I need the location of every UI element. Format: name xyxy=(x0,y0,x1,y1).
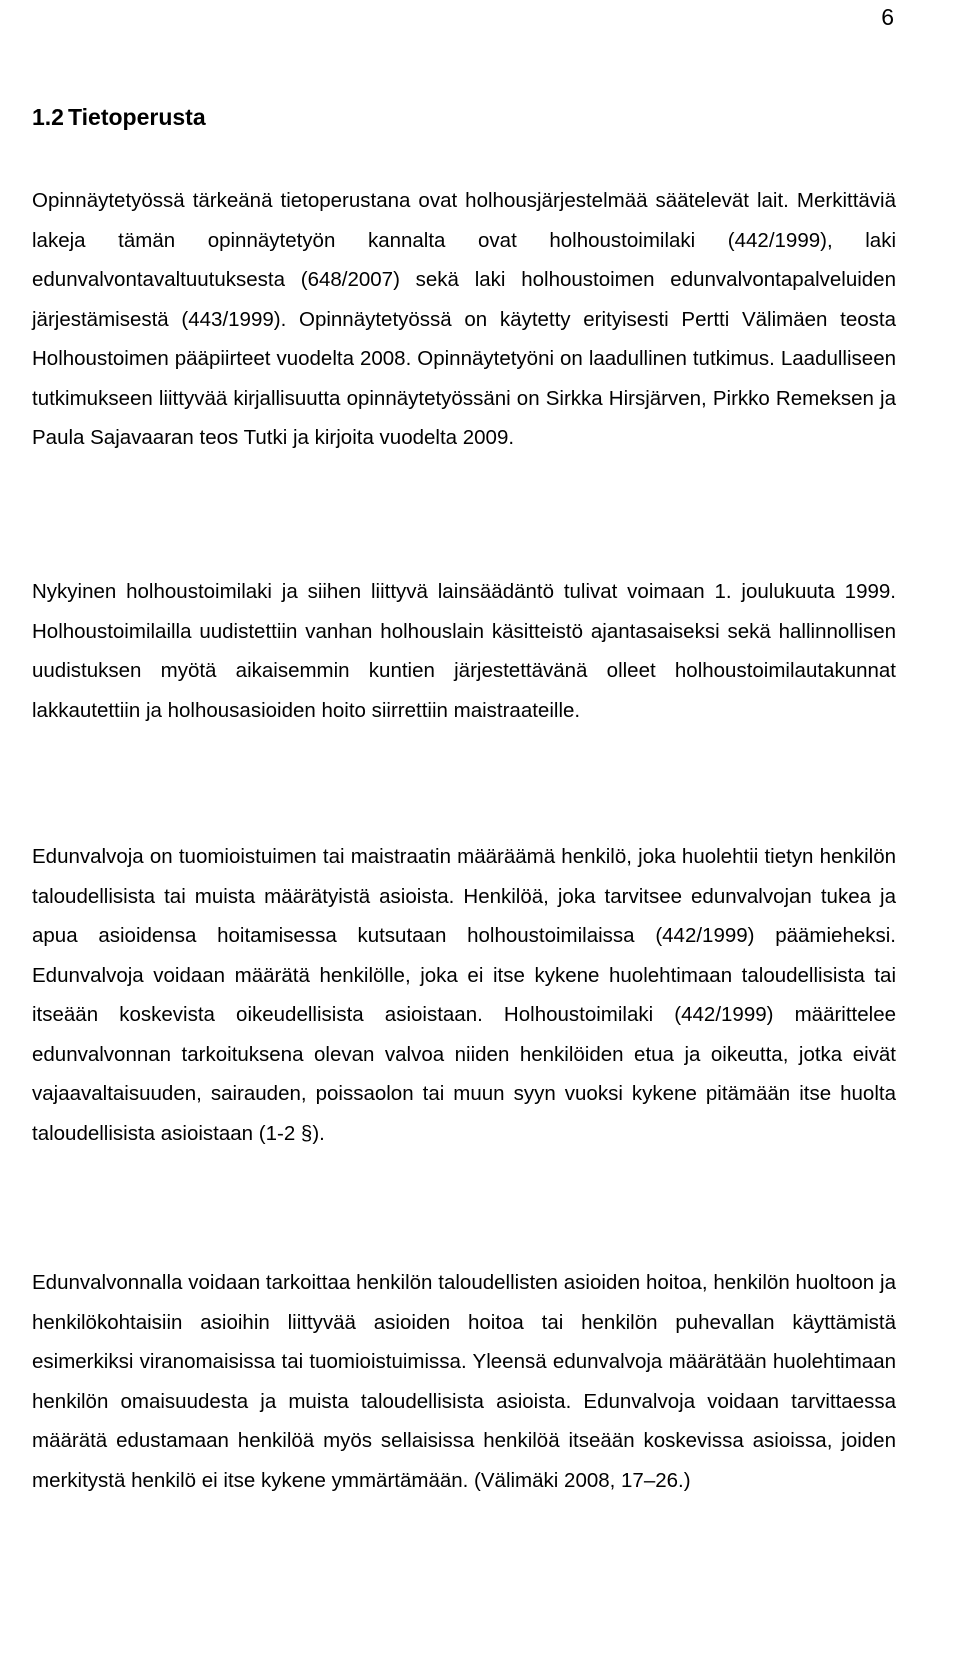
section-number: 1.2 xyxy=(32,104,64,130)
section-heading xyxy=(32,102,206,132)
section-title: Tietoperusta xyxy=(68,104,206,130)
paragraph-guardianship-act: Nykyinen holhoustoimilaki ja siihen liittyvä lainsäädäntö tulivat voimaan 1. joulukuuta 1999. Holhoustoimilailla uudistettiin vanhan holhouslain käsitteistö ajantasaiseksi sekä hallinnollisen uudistuksen myötä aikaisemmin kuntien järjestettävänä olleet holhoustoimilautakunnat lakkautettiin ja holhousasioiden hoito siirrettiin maistraateille. xyxy=(32,580,896,722)
page-number: 6 xyxy=(881,4,894,30)
paragraph-knowledge-base: Opinnäytetyössä tärkeänä tietoperustana ovat holhousjärjestelmää säätelevät lait. Merkittäviä lakeja tämän opinnäytetyön kannalta ovat holhoustoimilaki (442/1999), laki edunvalvontavaltuutuksesta (648/2007) sekä laki holhoustoimen edunvalvontapalveluiden järjestämisestä (443/1999). Opinnäytetyössä on käytetty erityisesti Pertti Välimäen teosta Holhoustoimen pääpiirteet vuodelta 2008. Opinnäytetyöni on laadullinen tutkimus. Laadulliseen tutkimukseen liittyvää kirjallisuutta opinnäytetyössäni on Sirkka Hirsjärven, Pirkko Remeksen ja Paula Sajavaaran teos Tutki ja kirjoita vuodelta 2009. xyxy=(32,189,896,450)
paragraph-guardianship-scope: Edunvalvonnalla voidaan tarkoittaa henkilön taloudellisten asioiden hoitoa, henkilön huoltoon ja henkilökohtaisiin asioihin liittyvää asioiden hoitoa tai henkilön puhevallan käyttämistä esimerkiksi viranomaisissa tai tuomioistuimissa. Yleensä edunvalvoja määrätään huolehtimaan henkilön omaisuudesta ja muista taloudellisista asioista. Edunvalvoja voidaan tarvittaessa määrätä edustamaan henkilöä myös sellaisissa henkilöä itseään koskevissa asioissa, joiden merkitystä henkilö ei itse kykene ymmärtämään. (Välimäki 2008, 17–26.) xyxy=(32,1271,896,1492)
paragraph-guardian-definition: Edunvalvoja on tuomioistuimen tai maistraatin määräämä henkilö, joka huolehtii tietyn henkilön taloudellisista tai muista määrätyistä asioista. Henkilöä, joka tarvitsee edunvalvojan tukea ja apua asioidensa hoitamisessa kutsutaan holhoustoimilaissa (442/1999) päämieheksi. Edunvalvoja voidaan määrätä henkilölle, joka ei itse kykene huolehtimaan taloudellisista tai itseään koskevista oikeudellisista asioistaan. Holhoustoimilaki (442/1999) määrittelee edunvalvonnan tarkoituksena olevan valvoa niiden henkilöiden etua ja oikeutta, jotka eivät vajaavaltaisuuden, sairauden, poissaolon tai muun syyn vuoksi kykene pitämään itse huolta taloudellisista asioistaan (1-2 §). xyxy=(32,845,896,1145)
